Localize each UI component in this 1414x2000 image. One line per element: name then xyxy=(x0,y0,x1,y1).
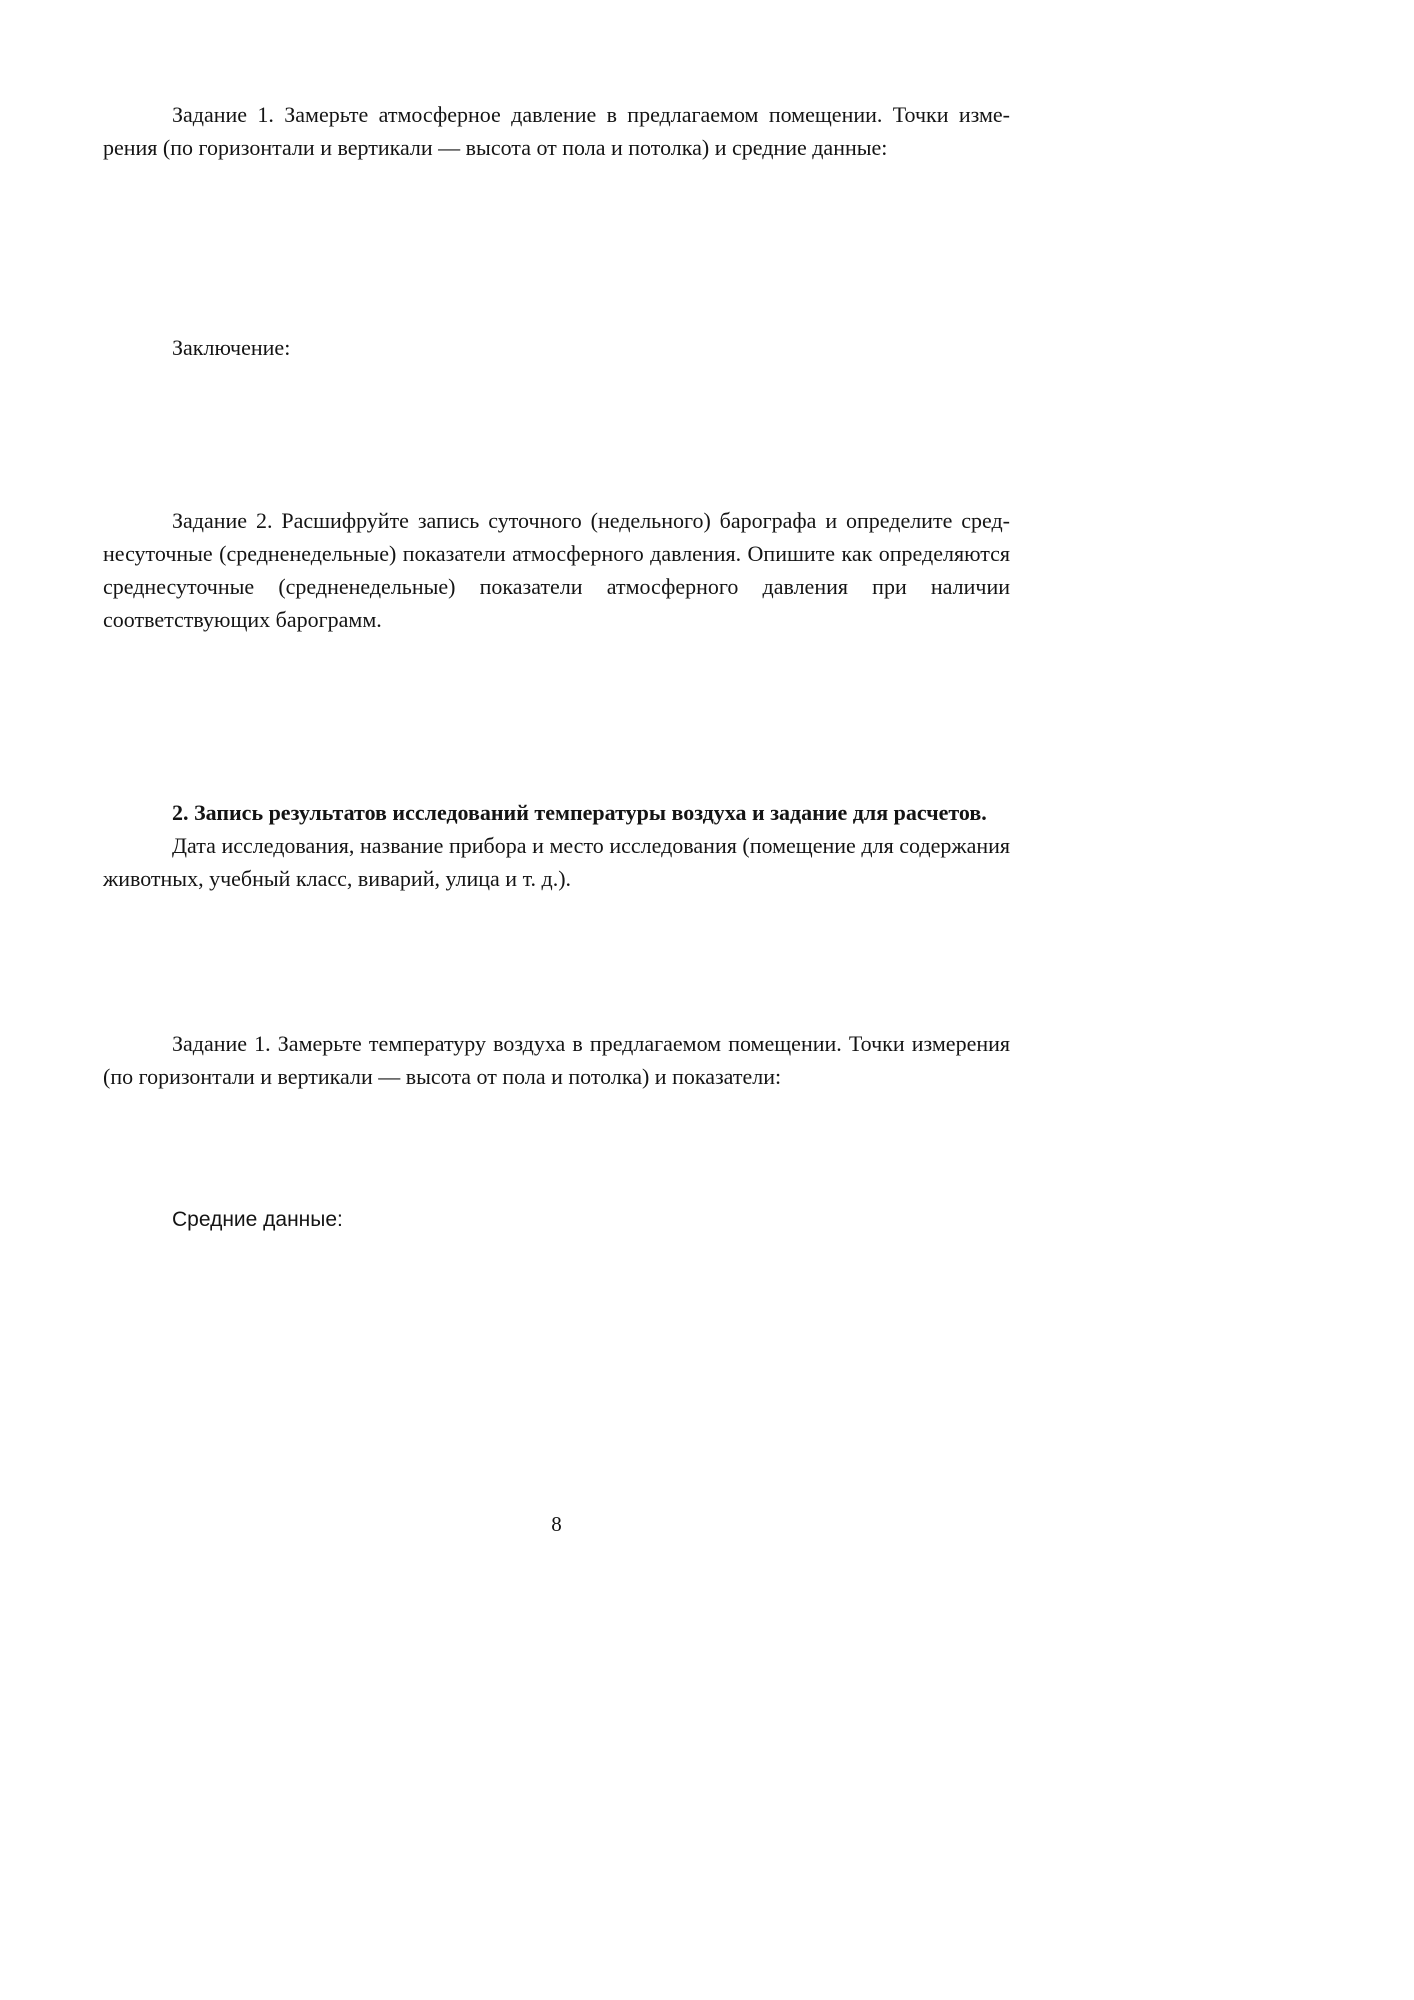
paragraph-task1-temperature: Задание 1. Замерьте температуру воздуха в предлагаемом помещении. Точки измерения (по горизонтали и вертикали — высота от пола и потолка) и показатели: xyxy=(103,1031,1010,1089)
conclusion-label: Заключение: xyxy=(172,335,291,360)
paragraph-task2-barograph: Задание 2. Расшифруйте запись суточного (недельного) барографа и определите среднесуточные (средненедельные) показатели атмосферного давления. Опишите как определяются среднесуточные (средненедельные) показатели атмосферного давления при наличии соответствующих барограмм. xyxy=(103,508,1010,632)
average-data-label: Средние данные: xyxy=(172,1208,343,1231)
paragraph-date-info: Дата исследования, название прибора и место исследования (помещение для содержания животных, учебный класс, виварий, улица и т. д.). xyxy=(103,833,1010,891)
page-number: 8 xyxy=(551,1512,562,1536)
page-content xyxy=(103,98,1010,1541)
section-heading-temperature: 2. Запись результатов исследований температуры воздуха и задание для расчетов. xyxy=(172,800,987,825)
paragraph-task1-pressure: Задание 1. Замерьте атмосферное давление в предлагаемом помещении. Точки измерения (по горизонтали и вертикали — высота от пола и потолка) и средние данные: xyxy=(103,102,1010,160)
